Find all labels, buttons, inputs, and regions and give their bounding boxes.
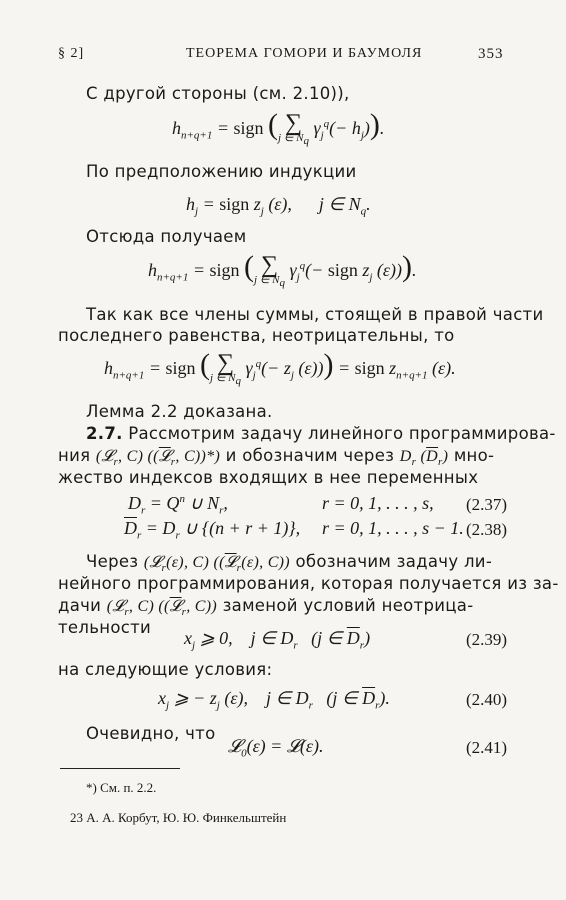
text-line: на следующие условия: (58, 660, 273, 679)
equation-2-37: $D_r = Q^n$ ∪ $N_r$, (128, 493, 228, 517)
text-line: По предположению индукции (86, 162, 357, 181)
text-line: Так как все члены суммы, стоящей в правой части (86, 305, 544, 324)
equation-number: (2.37) (466, 495, 508, 514)
equation-hnq-final: $h_{n+q+1}$ = sign ( ∑ j ∈ $N_q$ $\gamma_j^q(- z_j$ (ε))) = sign $z_{n+q+1}$ (ε). (104, 348, 456, 387)
equation-hj: $h_j$ = sign $z_j$ (ε), j ∈ $N_q$. (186, 194, 371, 218)
equation-number: (2.41) (466, 738, 508, 757)
section-marker: § 2] (58, 46, 85, 61)
equation-2-38: $\overline{D}_r = D_r$ ∪ {(n + r + 1)}, (124, 518, 301, 542)
text-line: последнего равенства, неотрицательны, то (58, 326, 455, 345)
footnote-divider (60, 768, 180, 769)
equation-2-40: $x_j$ ⩾ − $z_j$ (ε), j ∈ $D_r$ (j ∈ $\overline{D}_r$). (158, 688, 390, 712)
text-line: нейного программирования, которая получается из за- (58, 574, 559, 593)
equation-hnq-sign: $h_{n+q+1}$ = sign ( ∑ j ∈ $N_q$ $\gamma_j^q(-$ sign $z_j$ (ε))). (148, 250, 417, 289)
text-line: тельности (58, 618, 152, 637)
text-line: жество индексов входящих в нее переменных (58, 468, 479, 487)
text-line: С другой стороны (см. 2.10)), (86, 84, 350, 103)
text-line: Очевидно, что (86, 724, 216, 743)
text-line: Лемма 2.2 доказана. (86, 402, 273, 421)
paragraph-start: 2.7. Рассмотрим задачу линейного программирова- (86, 424, 556, 443)
text-line: Отсюда получаем (86, 227, 247, 246)
equation-2-41: 𝓛$_0$(ε) = 𝓛(ε). (228, 736, 324, 760)
text-line: Через (𝓛$_r$(ε), C) ((𝓛$_r$(ε), C)) обозначим задачу ли- (86, 552, 493, 575)
equation-number: (2.40) (466, 690, 508, 709)
printer-signature: 23 А. А. Корбут, Ю. Ю. Финкельштейн (70, 810, 287, 825)
text-line: дачи (𝓛$_r$, C) ((𝓛$_r$, C)) заменой условий неотрица- (58, 596, 474, 619)
equation-2-37-range: r = 0, 1, . . . , s, (322, 493, 434, 513)
footnote: *) См. п. 2.2. (86, 780, 157, 795)
equation-2-38-range: r = 0, 1, . . . , s − 1. (322, 518, 464, 538)
equation-number: (2.39) (466, 630, 508, 649)
equation-number: (2.38) (466, 520, 508, 539)
equation-2-39: $x_j$ ⩾ 0, j ∈ $D_r$ (j ∈ $\overline{D}_r$) (184, 628, 371, 652)
text-line: ния (𝓛$_r$, C) ((𝓛$_r$, C))*) и обозначим через $D_r$ $(\overline{D}_r)$ мно- (58, 446, 495, 469)
running-title: ТЕОРЕМА ГОМОРИ И БАУМОЛЯ (186, 46, 423, 61)
equation-hnq: $h_{n+q+1}$ = sign ( ∑ j ∈ $N_q$ $\gamma_j^q(- h_j)$). (172, 108, 385, 147)
page-number: 353 (478, 46, 504, 62)
